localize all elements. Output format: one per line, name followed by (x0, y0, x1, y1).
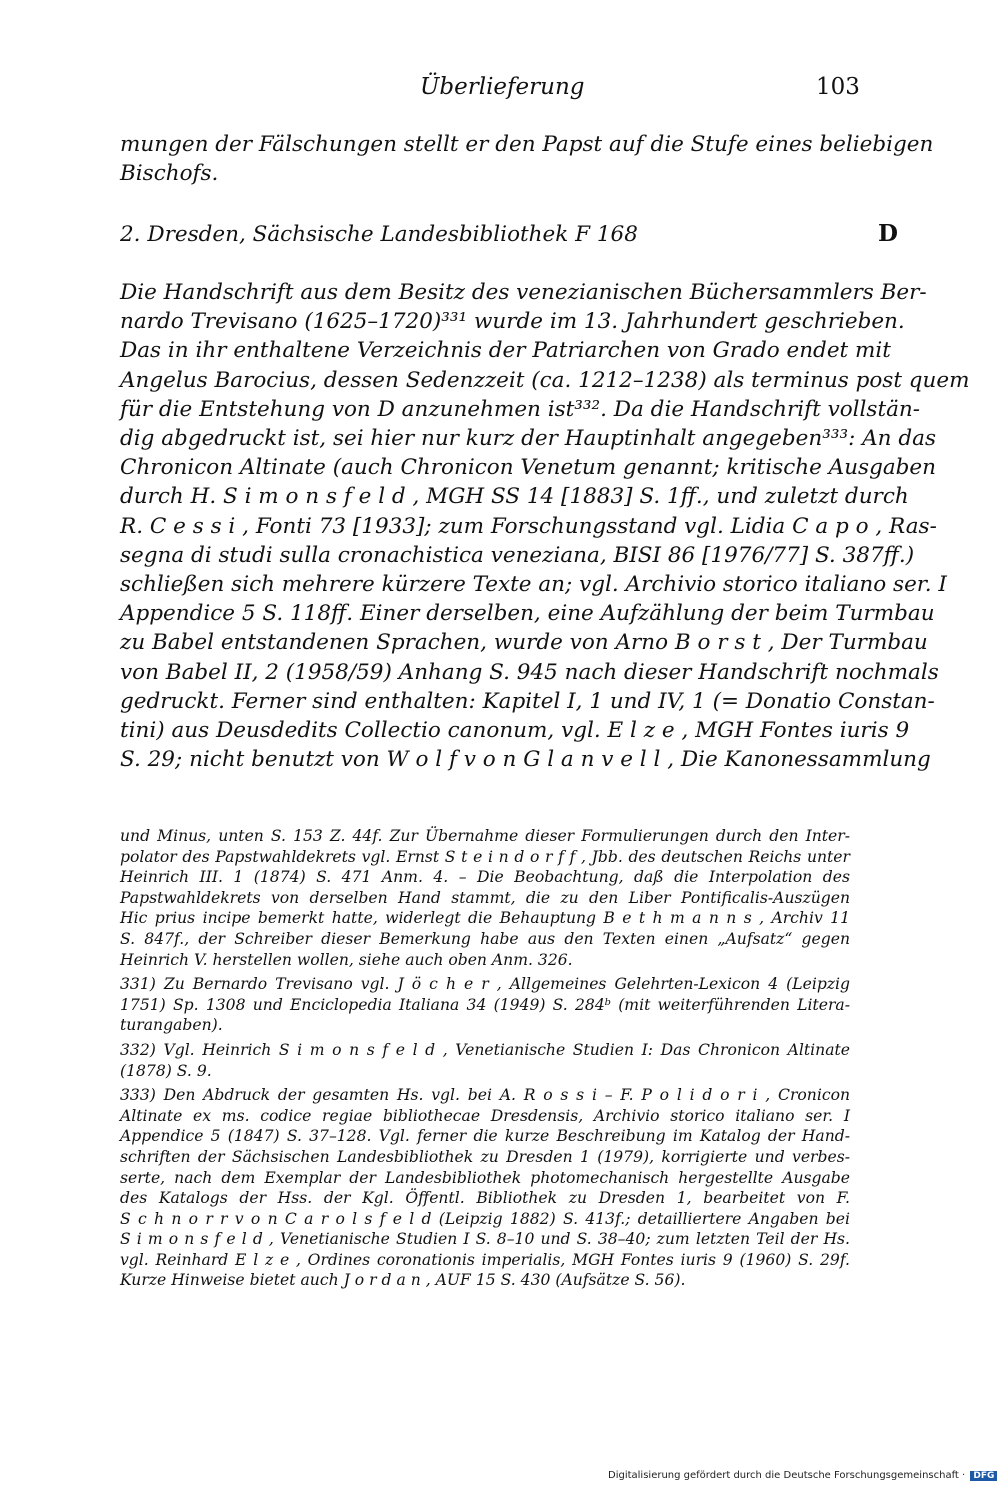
text-line: durch H. S i m o n s f e l d , MGH SS 14 [1883] S. 1ff., und zuletzt durch (120, 484, 909, 510)
text-line: 333) Den Abdruck der gesamten Hs. vgl. bei A. R o s s i – F. P o l i d o r i , Cronicon (120, 1086, 850, 1105)
text-line: nardo Trevisano (1625–1720)³³¹ wurde im 13. Jahrhundert geschrieben. (120, 309, 905, 335)
footnotes (120, 826, 850, 1295)
text-line: S c h n o r r v o n C a r o l s f e l d (Leipzig 1882) S. 413f.; detailliertere Angaben bei (120, 1209, 850, 1228)
page-number: 103 (816, 74, 860, 100)
footnote-333 (120, 1085, 850, 1291)
text-line: zu Babel entstandenen Sprachen, wurde von Arno B o r s t , Der Turmbau (120, 630, 928, 656)
text-line: turangaben). (120, 1016, 223, 1035)
text-line: gedruckt. Ferner sind enthalten: Kapitel I, 1 und IV, 1 (= Donatio Constan- (120, 688, 935, 714)
digitization-credit (608, 1470, 997, 1481)
text-line: segna di studi sulla cronachistica veneziana, BISI 86 [1976/77] S. 387ff.) (120, 542, 915, 568)
text-line: vgl. Reinhard E l z e , Ordines coronationis imperialis, MGH Fontes iuris 9 (1960) S. 29f. (120, 1250, 850, 1269)
text-line: Angelus Barocius, dessen Sedenzzeit (ca. 1212–1238) als terminus post quem (120, 367, 970, 393)
text-line: des Katalogs der Hss. der Kgl. Öffentl. Bibliothek zu Dresden 1, bearbeitet von F. (120, 1189, 850, 1208)
text-line: Chronicon Altinate (auch Chronicon Venetum genannt; kritische Ausgaben (120, 455, 936, 481)
text-line: S. 847f., der Schreiber dieser Bemerkung habe aus den Texten einen „Aufsatz“ gegen (120, 929, 850, 948)
section-heading: 2. Dresden, Sächsische Landesbibliothek F 168 (120, 222, 638, 247)
text-line: polator des Papstwahldekrets vgl. Ernst S t e i n d o r f f , Jbb. des deutschen Reichs unter (120, 847, 850, 866)
text-line: Bischofs. (120, 161, 219, 187)
text-line: von Babel II, 2 (1958/59) Anhang S. 945 nach dieser Handschrift nochmals (120, 659, 939, 685)
footnote-331 (120, 974, 850, 1036)
section-paragraph (120, 278, 970, 774)
footnote-332 (120, 1040, 850, 1081)
dfg-logo: DFG (970, 1471, 997, 1481)
text-line: R. C e s s i , Fonti 73 [1933]; zum Forschungsstand vgl. Lidia C a p o , Ras- (120, 513, 937, 539)
running-title: Überlieferung (420, 74, 585, 100)
text-line: 331) Zu Bernardo Trevisano vgl. J ö c h e r , Allgemeines Gelehrten-Lexicon 4 (Leipzig (120, 975, 850, 994)
text-line: Heinrich V. herstellen wollen, siehe auch oben Anm. 326. (120, 950, 573, 969)
text-line: (1878) S. 9. (120, 1061, 212, 1080)
text-line: und Minus, unten S. 153 Z. 44f. Zur Übernahme dieser Formulierungen durch den Inter- (120, 827, 850, 845)
text-line: für die Entstehung von D anzunehmen ist³³². Da die Handschrift vollstän- (120, 396, 921, 422)
text-line: Hic prius incipe bemerkt hatte, widerlegt die Behauptung B e t h m a n n s , Archiv 11 (120, 909, 850, 928)
text-line: Altinate ex ms. codice regiae bibliothecae Dresdensis, Archivio storico italiano ser. I (120, 1106, 850, 1125)
text-line: Papstwahldekrets von derselben Hand stammt, die zu den Liber Pontificalis-Auszügen (120, 888, 850, 907)
text-line: schriften der Sächsischen Landesbibliothek zu Dresden 1 (1979), korrigierte und verbes- (120, 1147, 850, 1166)
text-line: Appendice 5 S. 118ff. Einer derselben, eine Aufzählung der beim Turmbau (120, 601, 935, 627)
text-line: Appendice 5 (1847) S. 37–128. Vgl. ferner die kurze Beschreibung im Katalog der Hand- (120, 1127, 850, 1146)
text-line: dig abgedruckt ist, sei hier nur kurz der Hauptinhalt angegeben³³³: An das (120, 426, 936, 452)
text-line: Die Handschrift aus dem Besitz des venezianischen Büchersammlers Ber- (120, 280, 927, 305)
text-line: schließen sich mehrere kürzere Texte an; vgl. Archivio storico italiano ser. I (120, 572, 947, 598)
text-line: S. 29; nicht benutzt von W o l f v o n G l a n v e l l , Die Kanonessammlung (120, 747, 931, 773)
text-line: serte, nach dem Exemplar der Landesbibliothek photomechanisch hergestellte Ausgabe (120, 1168, 850, 1187)
text-line: S i m o n s f e l d , Venetianische Studien I S. 8–10 und S. 38–40; zum letzten Teil der Hs. (120, 1230, 850, 1249)
text-line: Kurze Hinweise bietet auch J o r d a n , AUF 15 S. 430 (Aufsätze S. 56). (120, 1271, 686, 1290)
intro-paragraph (120, 130, 934, 188)
manuscript-siglum: D (878, 220, 898, 247)
credit-text: Digitalisierung gefördert durch die Deutsche Forschungsgemeinschaft · (608, 1470, 966, 1481)
text-line: Heinrich III. 1 (1874) S. 471 Anm. 4. – Die Beobachtung, daß die Interpolation des (120, 868, 850, 887)
footnote-cont (120, 826, 850, 970)
text-line: 332) Vgl. Heinrich S i m o n s f e l d , Venetianische Studien I: Das Chronicon Altinate (120, 1040, 850, 1059)
text-line: tini) aus Deusdedits Collectio canonum, vgl. E l z e , MGH Fontes iuris 9 (120, 718, 910, 744)
text-line: mungen der Fälschungen stellt er den Papst auf die Stufe eines beliebigen (120, 132, 934, 157)
text-line: Das in ihr enthaltene Verzeichnis der Patriarchen von Grado endet mit (120, 338, 891, 364)
text-line: 1751) Sp. 1308 und Enciclopedia Italiana 34 (1949) S. 284ᵇ (mit weiterführenden Litera- (120, 995, 850, 1014)
